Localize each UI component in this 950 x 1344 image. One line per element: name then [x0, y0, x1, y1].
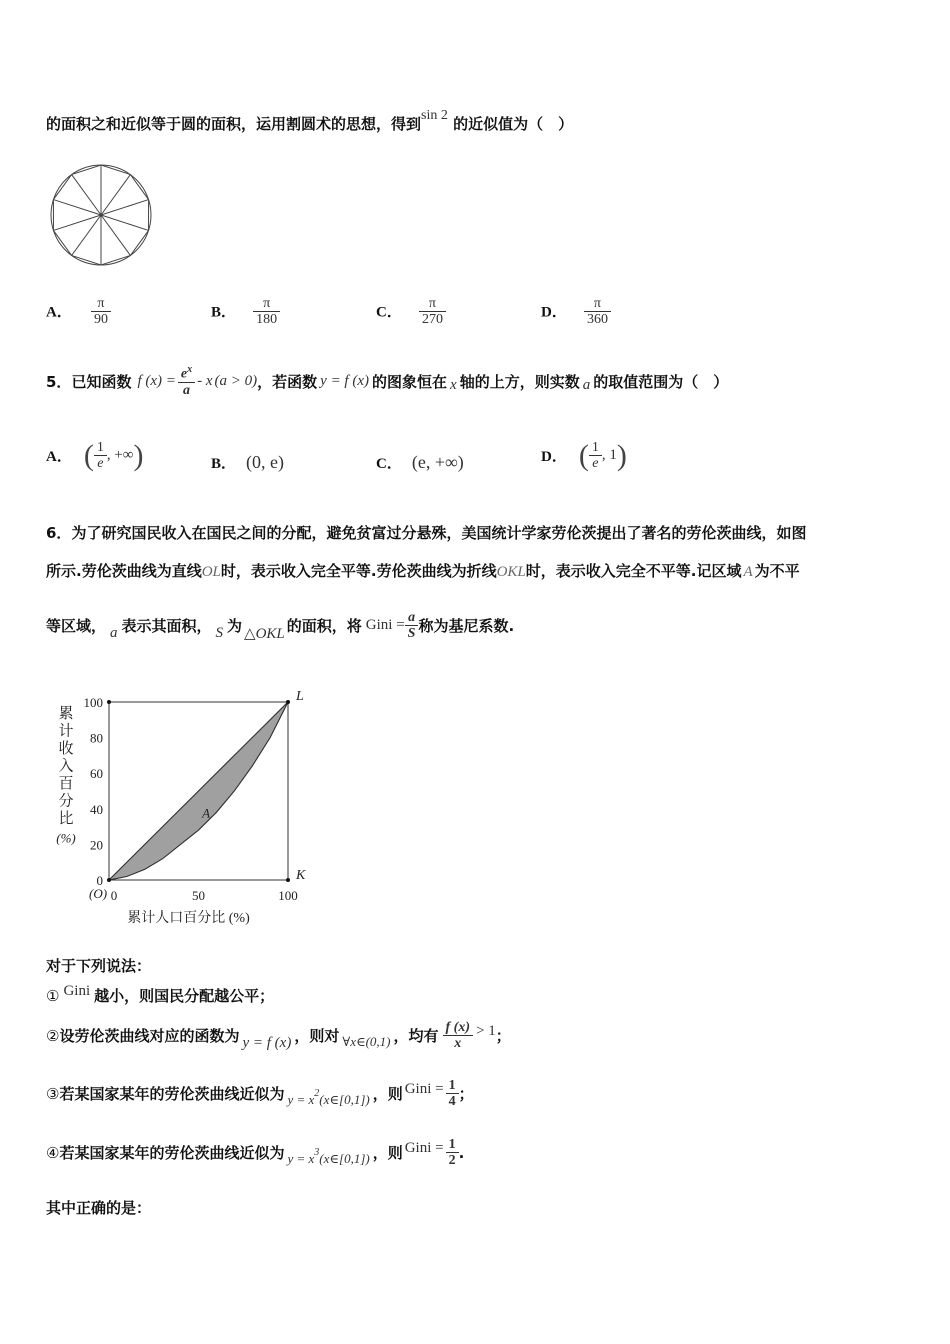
q5-x-var: x [450, 376, 457, 393]
statement-domain: (x∈[0,1]) [319, 1150, 370, 1166]
option-label: A． [46, 304, 72, 321]
q5-option-b[interactable] [211, 452, 284, 473]
q5-y-expr: y = f (x) [320, 372, 370, 389]
q6-line-2 [46, 560, 800, 581]
option-fraction [584, 296, 611, 328]
frac-den: 90 [93, 312, 108, 328]
conclusion: 其中正确的是： [46, 1199, 152, 1217]
x-tick-label: 100 [278, 888, 298, 903]
frac-num: 1 [591, 440, 599, 455]
option-value: (e, +∞) [411, 452, 464, 472]
statement-forall: ∀x∈(0,1) [342, 1033, 391, 1049]
corner-label-k: K [296, 868, 306, 883]
q5-text: 已知函数 [71, 372, 132, 391]
statement-domain: (x∈[0,1]) [319, 1091, 370, 1107]
x-ticks [111, 888, 298, 903]
y-tick-label: 20 [90, 837, 103, 853]
q6-ol: OL [201, 564, 221, 580]
option-fraction [589, 440, 602, 472]
y-tick-label: 60 [90, 766, 103, 782]
q5-number: 5． [46, 372, 72, 391]
statement-y-expr: y = x [287, 1091, 315, 1107]
q4-option-d[interactable] [541, 296, 611, 328]
inscribed-polygon [53, 165, 148, 265]
q5-text: ，若函数 [257, 372, 318, 391]
frac-den: 180 [256, 312, 278, 328]
option-value: (0, e) [246, 452, 284, 472]
q6-a-region: A [743, 564, 753, 580]
option-rest: , +∞ [106, 447, 134, 464]
q6-text: 时，表示收入完全不平等.记区域 [525, 562, 742, 580]
y-tick-label: 0 [96, 873, 103, 888]
radius-line [101, 175, 130, 215]
e-var: e [180, 366, 188, 382]
q4-option-b[interactable] [211, 296, 280, 328]
radius-line [101, 200, 149, 215]
statement-y-expr: y = f (x) [242, 1035, 292, 1052]
left-paren: ( [83, 438, 94, 472]
y-label-char: 累 [58, 706, 74, 722]
q6-text: 所示.劳伦茨曲线为直线 [46, 562, 202, 580]
option-rest: , 1 [601, 447, 617, 464]
frac-den: 360 [586, 312, 608, 328]
statement-text: ，均有 [393, 1027, 439, 1046]
ol-line [109, 702, 288, 880]
frac-num: 1 [448, 1137, 456, 1152]
frac-num: π [97, 296, 105, 311]
frac-num: π [593, 296, 601, 311]
right-paren: ) [616, 438, 627, 472]
y-label-char: 计 [58, 723, 74, 740]
q6-triangle: △OKL [244, 626, 285, 643]
q6-text: 称为基尼系数. [418, 617, 515, 636]
y-tick-label: 80 [90, 730, 103, 746]
statement-end: ； [458, 1085, 474, 1104]
q6-number: 6． [46, 524, 72, 542]
statement-gini: Gini = [404, 1081, 444, 1098]
statement-fraction [446, 1078, 459, 1110]
x-sup: x [187, 364, 193, 375]
frac-den: e [592, 456, 599, 472]
statement-mark: ④ [46, 1143, 60, 1162]
q6-s-var: S [215, 625, 224, 642]
frac-num: f (x) [445, 1020, 471, 1035]
frac-num: 1 [96, 440, 104, 455]
statement-gini: Gini = [404, 1140, 444, 1157]
y-tick-label: 40 [90, 801, 103, 817]
q5-f-fraction [178, 364, 195, 398]
y-label-char: 入 [58, 758, 74, 775]
statement-4 [46, 1137, 464, 1169]
statements-intro: 对于下列说法： [46, 957, 152, 975]
option-label: D． [541, 304, 567, 321]
left-paren: ( [578, 438, 589, 472]
y-tick-label: 100 [83, 695, 103, 710]
frac-den: e [97, 456, 104, 472]
frac-den: x [454, 1036, 462, 1052]
statement-exponent: 3 [314, 1147, 320, 1159]
statement-gini: Gini [63, 983, 91, 999]
q5-text: 轴的上方，则实数 [459, 372, 580, 391]
statement-text: 若某国家某年的劳伦茨曲线近似为 [59, 1085, 285, 1104]
x-axis-label: 累计人口百分比 (%) [127, 911, 250, 926]
statement-text: ，则 [372, 1085, 403, 1104]
radius-line [72, 215, 101, 255]
frac-num [178, 364, 195, 382]
point-y100 [107, 700, 111, 704]
radius-line [53, 200, 101, 215]
frac-num: π [428, 296, 436, 311]
q6-a-var: a [110, 625, 118, 642]
statement-mark: ② [46, 1026, 60, 1045]
point-o [107, 878, 111, 882]
statement-2 [46, 1020, 511, 1052]
q6-line-3 [46, 610, 514, 642]
radius-line [72, 175, 101, 215]
y-label-char: 分 [58, 793, 74, 810]
point-k [286, 878, 290, 882]
radius-line [101, 215, 149, 230]
q5-text: 的图象恒在 [372, 372, 448, 391]
option-fraction [94, 440, 107, 472]
y-label-char: 收 [58, 741, 74, 757]
option-label: C． [376, 456, 402, 472]
q5-f-lhs: f (x) = [137, 372, 176, 389]
y-label-char: 百 [58, 776, 74, 792]
statement-text: 越小，则国民分配越公平； [94, 987, 275, 1005]
q6-text: 为了研究国民收入在国民之间的分配，避免贫富过分悬殊，美国统计学家劳伦茨提出了著名的劳伦茨曲线，如图 [71, 524, 807, 542]
statement-text: ，则对 [294, 1027, 340, 1046]
frac-den: 2 [448, 1153, 456, 1169]
q4-option-c[interactable] [376, 296, 446, 328]
statement-3 [46, 1078, 474, 1110]
frac-num: a [408, 610, 416, 625]
statement-text: ，则 [372, 1144, 403, 1163]
option-label: C． [376, 304, 402, 321]
frac-den [180, 383, 193, 398]
q4-option-a[interactable] [46, 296, 111, 328]
option-label: D． [541, 449, 567, 466]
statement-text: 若某国家某年的劳伦茨曲线近似为 [59, 1144, 285, 1163]
q5-option-c[interactable] [376, 452, 464, 473]
statement-end: ； [495, 1027, 511, 1046]
frac-den: S [407, 626, 416, 642]
statement-fraction [446, 1137, 459, 1169]
statement-1 [46, 985, 274, 1006]
statement-mark: ③ [46, 1084, 60, 1103]
radius-line [53, 215, 101, 230]
option-fraction [253, 296, 280, 328]
y-label-unit: (%) [56, 830, 76, 846]
q4-sin2: sin 2 [421, 108, 448, 123]
option-fraction [419, 296, 446, 328]
q5-a-var: a [582, 376, 591, 393]
q4-text-b: 的近似值为（ ） [453, 115, 574, 133]
option-label: B． [211, 456, 237, 472]
statement-end: . [458, 1143, 465, 1162]
point-l [286, 700, 290, 704]
statement-fraction [443, 1020, 474, 1052]
origin-label: (O) [89, 886, 108, 901]
q6-text: 时，表示收入完全平等.劳伦茨曲线为折线 [220, 562, 497, 580]
q5-text: 的取值范围为（ ） [593, 372, 729, 391]
statement-exponent: 2 [314, 1088, 320, 1100]
radius-line [101, 215, 130, 255]
x-tick-label: 0 [110, 888, 118, 903]
x-tick-label: 50 [192, 888, 205, 903]
q4-text-line [46, 108, 574, 134]
y-ticks [84, 695, 104, 888]
option-label: A． [46, 449, 72, 466]
option-label: B． [211, 304, 237, 321]
q5-stem [46, 364, 728, 398]
statement-mark: ① [46, 986, 60, 1005]
q5-f-cond: (a > 0) [214, 372, 258, 389]
statement-gt: > 1 [476, 1023, 496, 1040]
q6-okl: OKL [496, 564, 526, 580]
q5-option-a[interactable] [46, 440, 144, 472]
q4-text-a: 的面积之和近似等于圆的面积，运用割圆术的思想，得到 [46, 115, 422, 133]
q6-line-1 [46, 522, 806, 543]
q6-text: 的面积，将 [286, 617, 362, 636]
q6-text: 为不平 [754, 562, 800, 580]
frac-den: 4 [448, 1094, 456, 1110]
frac-den: 270 [421, 312, 443, 328]
statement-text: 设劳伦茨曲线对应的函数为 [59, 1027, 240, 1046]
lorenz-chart [46, 680, 326, 930]
circle-polygon-figure [46, 160, 156, 270]
option-fraction [91, 296, 111, 328]
corner-label-l: L [296, 689, 304, 704]
frac-num: 1 [448, 1078, 456, 1093]
q6-gini-lhs: Gini = [365, 617, 405, 634]
y-label-char: 比 [58, 811, 74, 827]
a-var: a [183, 383, 190, 399]
q6-text: 为 [227, 617, 243, 636]
q6-text: 等区域， [46, 617, 107, 636]
q6-gini-fraction [405, 610, 419, 642]
q5-option-d[interactable] [541, 440, 627, 472]
q5-f-rest: - x [197, 372, 213, 389]
region-label-a: A [202, 805, 211, 821]
q6-text: 表示其面积， [121, 617, 212, 636]
y-axis-label [56, 705, 76, 846]
right-paren: ) [133, 438, 144, 472]
statement-y-expr: y = x [287, 1150, 315, 1166]
frac-num: π [263, 296, 271, 311]
